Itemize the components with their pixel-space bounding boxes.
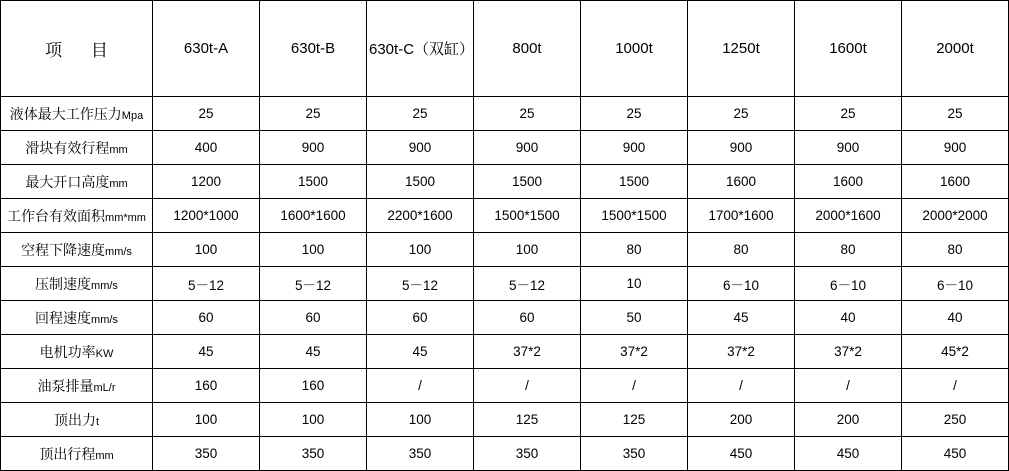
row-unit: mm/s [105, 245, 132, 258]
table-cell: 5－12 [153, 267, 260, 301]
table-cell: / [688, 369, 795, 403]
table-cell: 900 [795, 131, 902, 165]
table-cell: 1700*1600 [688, 199, 795, 233]
table-cell: 900 [367, 131, 474, 165]
table-row [1, 165, 1009, 199]
table-cell: 100 [153, 233, 260, 267]
header-corner-label: 项 目 [1, 1, 153, 97]
header-row [1, 1, 1009, 97]
table-cell: 450 [795, 437, 902, 471]
table-cell: 50 [581, 301, 688, 335]
column-header: 1600t [795, 1, 902, 97]
table-cell: 80 [581, 233, 688, 267]
table-cell: 900 [260, 131, 367, 165]
table-cell: 160 [260, 369, 367, 403]
row-unit: mm [109, 177, 128, 190]
table-cell: 1500 [367, 165, 474, 199]
row-unit: Mpa [121, 109, 144, 122]
table-cell: 45 [260, 335, 367, 369]
table-cell: 5－12 [474, 267, 581, 301]
row-unit: t [95, 415, 100, 428]
row-unit: mm*mm [105, 211, 146, 224]
table-row [1, 97, 1009, 131]
row-label: 顶出行程mm [1, 437, 153, 471]
column-header: 630t-C（双缸） [367, 1, 474, 97]
table-cell: 25 [795, 97, 902, 131]
table-cell: 45 [688, 301, 795, 335]
row-label: 顶出力t [1, 403, 153, 437]
table-cell: 350 [260, 437, 367, 471]
table-cell: 45 [367, 335, 474, 369]
table-cell: 45 [153, 335, 260, 369]
table-cell: 6－10 [688, 267, 795, 301]
table-cell: 450 [902, 437, 1009, 471]
table-row [1, 267, 1009, 301]
table-cell: 1600 [795, 165, 902, 199]
table-cell: 1200*1000 [153, 199, 260, 233]
table-cell: 1200 [153, 165, 260, 199]
table-cell: 37*2 [474, 335, 581, 369]
table-cell: 25 [902, 97, 1009, 131]
table-cell: 1600*1600 [260, 199, 367, 233]
table-cell: / [795, 369, 902, 403]
row-label: 工作台有效面积mm*mm [1, 199, 153, 233]
table-cell: 40 [795, 301, 902, 335]
table-cell: 25 [688, 97, 795, 131]
table-cell: 1600 [688, 165, 795, 199]
table-row [1, 335, 1009, 369]
row-unit: mm/s [91, 279, 118, 292]
table-cell: 400 [153, 131, 260, 165]
row-label: 电机功率KW [1, 335, 153, 369]
row-label: 油泵排量mL/r [1, 369, 153, 403]
table-cell: 200 [688, 403, 795, 437]
table-cell: 80 [902, 233, 1009, 267]
table-cell: 37*2 [688, 335, 795, 369]
column-header: 630t-B [260, 1, 367, 97]
table-cell: 6－10 [795, 267, 902, 301]
table-cell: 900 [902, 131, 1009, 165]
row-label: 最大开口高度mm [1, 165, 153, 199]
row-label: 回程速度mm/s [1, 301, 153, 335]
table-cell: 125 [474, 403, 581, 437]
table-cell: 900 [474, 131, 581, 165]
table-cell: 25 [153, 97, 260, 131]
table-cell: 100 [153, 403, 260, 437]
row-label: 滑块有效行程mm [1, 131, 153, 165]
table-cell: 25 [474, 97, 581, 131]
table-cell: 1600 [902, 165, 1009, 199]
row-label: 压制速度mm/s [1, 267, 153, 301]
table-cell: 1500*1500 [474, 199, 581, 233]
table-row [1, 437, 1009, 471]
table-cell: 350 [367, 437, 474, 471]
table-header [1, 1, 1009, 97]
row-unit: mm [109, 143, 128, 156]
table-cell: 40 [902, 301, 1009, 335]
table-cell: 5－12 [260, 267, 367, 301]
row-unit: mL/r [93, 381, 116, 394]
row-unit: mm/s [91, 313, 118, 326]
table-cell: 80 [688, 233, 795, 267]
table-body [1, 97, 1009, 471]
table-cell: / [902, 369, 1009, 403]
table-cell: / [581, 369, 688, 403]
table-cell: 100 [474, 233, 581, 267]
table-cell: 250 [902, 403, 1009, 437]
table-cell: 200 [795, 403, 902, 437]
table-cell: 25 [260, 97, 367, 131]
table-cell: 1500 [581, 165, 688, 199]
table-row [1, 131, 1009, 165]
table-cell: 1500 [474, 165, 581, 199]
table-row [1, 403, 1009, 437]
table-cell: 5－12 [367, 267, 474, 301]
table-cell: 45*2 [902, 335, 1009, 369]
table-cell: / [367, 369, 474, 403]
column-header: 1000t [581, 1, 688, 97]
table-cell: 900 [688, 131, 795, 165]
table-cell: 2200*1600 [367, 199, 474, 233]
table-cell: 6－10 [902, 267, 1009, 301]
table-cell: 80 [795, 233, 902, 267]
table-row [1, 369, 1009, 403]
table-cell: 1500*1500 [581, 199, 688, 233]
table-cell: 350 [153, 437, 260, 471]
table-cell: 1500 [260, 165, 367, 199]
table-cell: 100 [260, 403, 367, 437]
table-cell: 25 [581, 97, 688, 131]
table-cell: 37*2 [581, 335, 688, 369]
table-cell: 60 [260, 301, 367, 335]
table-cell: 60 [153, 301, 260, 335]
row-unit: mm [95, 449, 114, 462]
row-unit: KW [95, 347, 114, 360]
table-cell: 350 [474, 437, 581, 471]
table-row [1, 301, 1009, 335]
table-cell: 2000*2000 [902, 199, 1009, 233]
column-header: 800t [474, 1, 581, 97]
table-cell: / [474, 369, 581, 403]
table-cell: 900 [581, 131, 688, 165]
table-cell: 100 [367, 403, 474, 437]
row-label: 空程下降速度mm/s [1, 233, 153, 267]
table-cell: 60 [367, 301, 474, 335]
table-cell: 2000*1600 [795, 199, 902, 233]
column-header: 630t-A [153, 1, 260, 97]
table-cell: 160 [153, 369, 260, 403]
table-cell: 450 [688, 437, 795, 471]
column-header: 1250t [688, 1, 795, 97]
table-cell: 60 [474, 301, 581, 335]
table-row [1, 199, 1009, 233]
table-cell: 350 [581, 437, 688, 471]
column-header: 2000t [902, 1, 1009, 97]
table-cell: 125 [581, 403, 688, 437]
table-row [1, 233, 1009, 267]
table-cell: 100 [260, 233, 367, 267]
table-cell: 37*2 [795, 335, 902, 369]
table-cell: 10 [581, 267, 688, 301]
row-label: 液体最大工作压力Mpa [1, 97, 153, 131]
table-cell: 25 [367, 97, 474, 131]
table-cell: 100 [367, 233, 474, 267]
